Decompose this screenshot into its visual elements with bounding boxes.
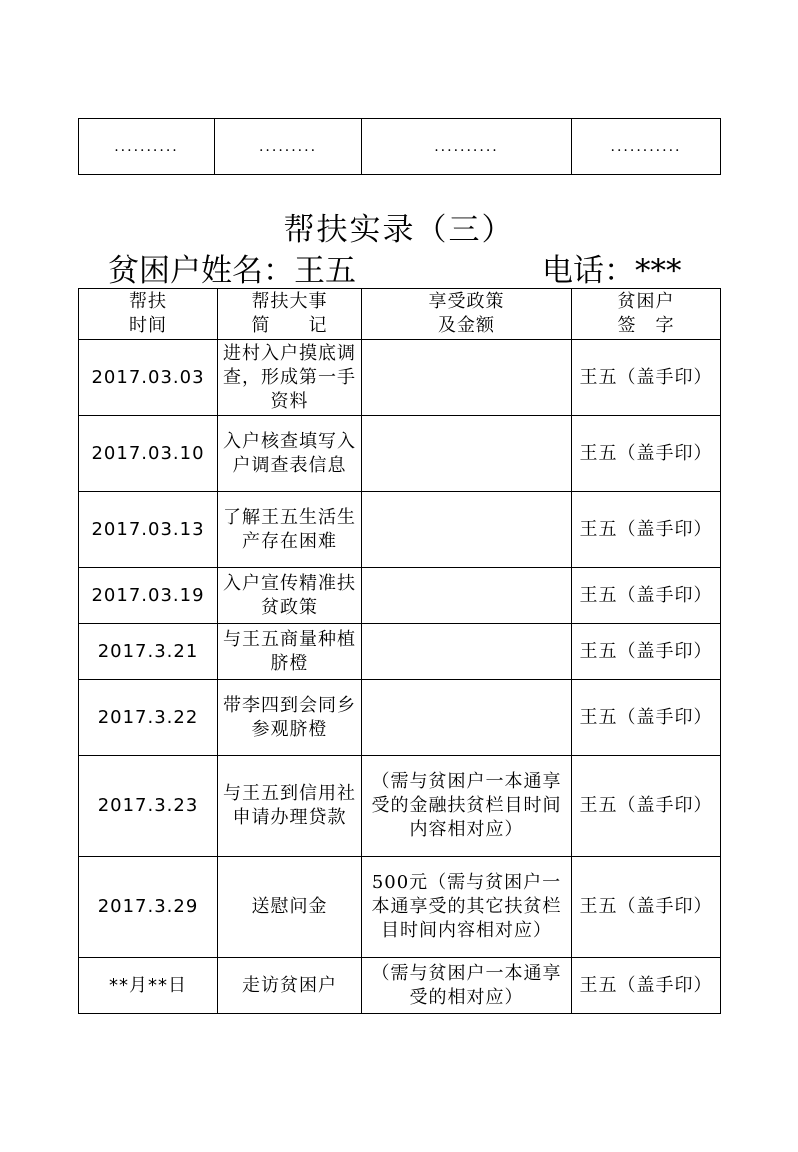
- table-row: [79, 958, 721, 1014]
- row-event: 送慰问金: [218, 857, 362, 958]
- row-signature: 王五（盖手印）: [572, 680, 721, 756]
- row-policy: 500元（需与贫困户一本通享受的其它扶贫栏目时间内容相对应）: [362, 857, 572, 958]
- row-policy: [362, 568, 572, 624]
- header-policy: 享受政策 及金额: [362, 289, 572, 340]
- table-row: [79, 416, 721, 492]
- row-date: 2017.03.19: [79, 568, 218, 624]
- row-policy: （需与贫困户一本通享受的金融扶贫栏目时间内容相对应）: [362, 756, 572, 857]
- row-policy: [362, 680, 572, 756]
- row-signature: 王五（盖手印）: [572, 568, 721, 624]
- row-event: 了解王五生活生产存在困难: [218, 492, 362, 568]
- row-policy: [362, 492, 572, 568]
- table-row: [79, 624, 721, 680]
- household-name: 贫困户姓名：王五: [108, 253, 356, 289]
- row-event: 带李四到会同乡参观脐橙: [218, 680, 362, 756]
- table-row: [79, 119, 721, 175]
- row-policy: （需与贫困户一本通享受的相对应）: [362, 958, 572, 1014]
- row-policy: [362, 416, 572, 492]
- page-title: 帮扶实录（三）: [283, 212, 515, 248]
- row-signature: 王五（盖手印）: [572, 958, 721, 1014]
- row-policy: [362, 340, 572, 416]
- header-signature: 贫困户 签 字: [572, 289, 721, 340]
- row-date: 2017.3.22: [79, 680, 218, 756]
- header-event: 帮扶大事 简 记: [218, 289, 362, 340]
- row-signature: 王五（盖手印）: [572, 624, 721, 680]
- table-cell: ..........: [79, 119, 215, 175]
- row-signature: 王五（盖手印）: [572, 340, 721, 416]
- table-row: [79, 568, 721, 624]
- table-row: [79, 756, 721, 857]
- row-event: 与王五到信用社申请办理贷款: [218, 756, 362, 857]
- phone-number: 电话：***: [542, 253, 682, 289]
- row-date: 2017.03.13: [79, 492, 218, 568]
- row-signature: 王五（盖手印）: [572, 416, 721, 492]
- table-row: [79, 492, 721, 568]
- table-cell: .........: [215, 119, 362, 175]
- row-event: 走访贫困户: [218, 958, 362, 1014]
- row-date: 2017.3.29: [79, 857, 218, 958]
- header-time: 帮扶 时间: [79, 289, 218, 340]
- row-date: 2017.3.21: [79, 624, 218, 680]
- row-event: 与王五商量种植脐橙: [218, 624, 362, 680]
- table-row: [79, 340, 721, 416]
- table-row: [79, 680, 721, 756]
- row-date: 2017.3.23: [79, 756, 218, 857]
- table-cell: ...........: [572, 119, 721, 175]
- row-signature: 王五（盖手印）: [572, 857, 721, 958]
- row-event: 进村入户摸底调查，形成第一手资料: [218, 340, 362, 416]
- table-cell: ..........: [362, 119, 572, 175]
- row-event: 入户宣传精准扶贫政策: [218, 568, 362, 624]
- row-date: 2017.03.10: [79, 416, 218, 492]
- row-signature: 王五（盖手印）: [572, 492, 721, 568]
- row-date: **月**日: [79, 958, 218, 1014]
- assistance-record-table: [78, 288, 721, 1014]
- row-event: 入户核查填写入户调查表信息: [218, 416, 362, 492]
- row-signature: 王五（盖手印）: [572, 756, 721, 857]
- table-row: [79, 857, 721, 958]
- table-header-row: [79, 289, 721, 340]
- previous-table-continuation: [78, 118, 721, 175]
- row-date: 2017.03.03: [79, 340, 218, 416]
- row-policy: [362, 624, 572, 680]
